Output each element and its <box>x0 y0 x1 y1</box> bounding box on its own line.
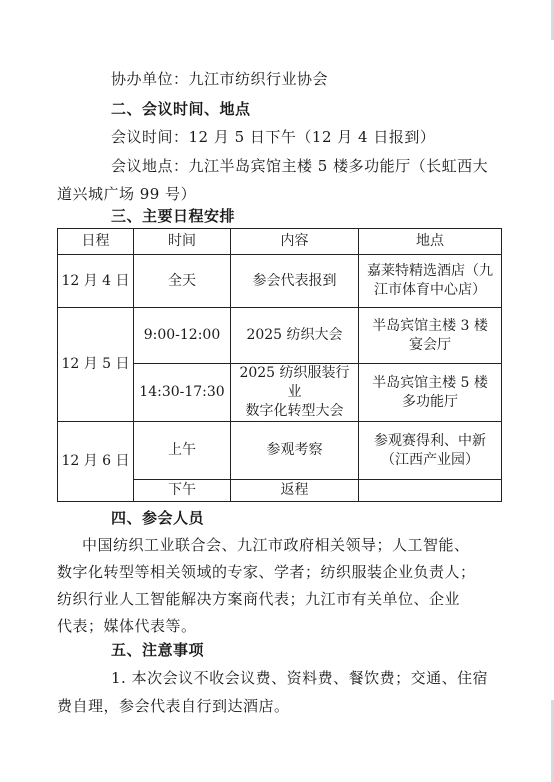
header-date: 日程 <box>58 229 134 255</box>
place-line: 半岛宾馆主楼 3 楼 <box>372 317 488 334</box>
cell-content: 参观考察 <box>231 422 359 480</box>
place-line: 多功能厅 <box>402 393 458 410</box>
cell-time: 9:00-12:00 <box>134 308 231 364</box>
content-line: 数字化转型大会 <box>245 403 344 419</box>
cell-date: 12 月 4 日 <box>58 255 134 308</box>
section5-heading: 五、注意事项 <box>111 641 205 659</box>
table-row <box>58 255 502 308</box>
attendees-line: 纺织行业人工智能解决方案商代表；九江市有关单位、企业 <box>57 590 461 608</box>
cell-place <box>359 364 502 422</box>
place-line: 参观赛得利、中新 <box>374 432 486 449</box>
section2-heading: 二、会议时间、地点 <box>111 100 251 118</box>
place-line: （江西产业园） <box>381 451 479 468</box>
cell-place <box>359 308 502 364</box>
cell-content: 2025 纺织大会 <box>231 308 359 364</box>
header-content: 内容 <box>231 229 359 255</box>
place-line: 嘉莱特精选酒店（九 <box>367 263 493 279</box>
co-organizer-line: 协办单位：九江市纺织行业协会 <box>111 70 329 88</box>
cell-date: 12 月 6 日 <box>58 422 134 502</box>
cell-time: 全天 <box>134 255 231 308</box>
schedule-table <box>57 228 502 502</box>
place-line: 半岛宾馆主楼 5 楼 <box>372 374 488 391</box>
attendees-line: 代表；媒体代表等。 <box>57 617 197 635</box>
meeting-venue-line2: 道兴城广场 99 号） <box>57 185 197 203</box>
place-line: 宴会厅 <box>409 336 451 353</box>
attendees-line: 数字化转型等相关领域的专家、学者；纺织服装企业负责人； <box>57 563 476 581</box>
cell-place <box>359 422 502 480</box>
notes-line: 费自理，参会代表自行到达酒店。 <box>57 697 290 715</box>
cell-time: 上午 <box>134 422 231 480</box>
meeting-time: 会议时间：12 月 5 日下午（12 月 4 日报到） <box>111 128 436 146</box>
header-time: 时间 <box>134 229 231 255</box>
cell-time: 下午 <box>134 480 231 502</box>
cell-place <box>359 255 502 308</box>
notes-line: 1. 本次会议不收会议费、资料费、餐饮费；交通、住宿 <box>111 669 489 687</box>
section3-heading: 三、主要日程安排 <box>111 207 236 225</box>
table-header-row <box>58 229 502 255</box>
cell-content <box>231 364 359 422</box>
table-row <box>58 422 502 480</box>
cell-place <box>359 480 502 502</box>
place-line: 江市体育中心店） <box>374 282 486 298</box>
meeting-venue-line1: 会议地点：九江半岛宾馆主楼 5 楼多功能厅（长虹西大 <box>111 157 489 175</box>
table-row <box>58 308 502 364</box>
content-line: 2025 纺织服装行业 <box>239 365 350 400</box>
cell-time: 14:30-17:30 <box>134 364 231 422</box>
section4-heading: 四、参会人员 <box>111 509 205 527</box>
cell-content: 参会代表报到 <box>231 255 359 308</box>
cell-content: 返程 <box>231 480 359 502</box>
header-place: 地点 <box>359 229 502 255</box>
cell-date: 12 月 5 日 <box>58 308 134 422</box>
attendees-line: 中国纺织工业联合会、九江市政府相关领导；人工智能、 <box>82 536 470 554</box>
